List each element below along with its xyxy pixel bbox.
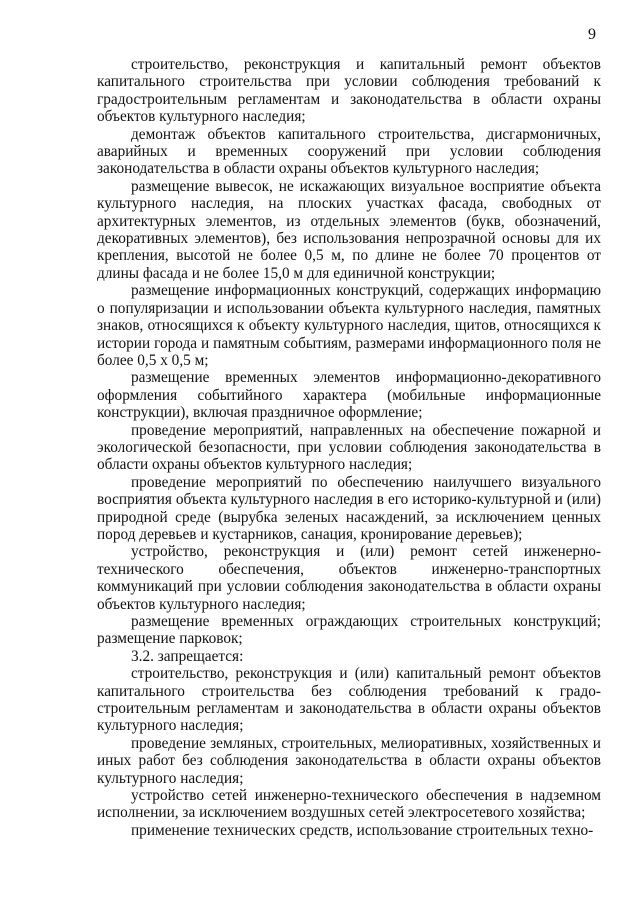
paragraph-11: строительство, реконструкция и (или) капитальный ремонт объектов капитального строительства без соблюдения требований к градостроительным регламентам и законодательства в области охраны объектов культурного наследия; <box>97 665 601 735</box>
paragraph-4: размещение информационных конструкций, содержащих информацию о популяризации и использовании объекта культурного наследия, памятных знаков, относящихся к объекту культурного наследия, щитов, относящихся к истории города и памятным событиям, размерами информационного поля не более 0,5 х 0,5 м; <box>97 282 601 369</box>
paragraph-2: демонтаж объектов капитального строительства, дисгармоничных, аварийных и временных сооружений при условии соблюдения законодательства в области охраны объектов культурного наследия; <box>97 125 601 178</box>
paragraph-14: применение технических средств, использование строительных техно- <box>131 821 594 839</box>
document-body <box>97 56 601 839</box>
paragraph-13: устройство сетей инженерно-технического обеспечения в надземном исполнении, за исключением воздушных сетей электросетевого хозяйства; <box>97 787 601 822</box>
paragraph-8: устройство, реконструкция и (или) ремонт сетей инженерно-технического обеспечения, объектов инженерно-транспортных коммуникаций при условии соблюдения законодательства в области охраны объектов культурного наследия; <box>97 543 601 613</box>
page-number: 9 <box>588 26 596 43</box>
paragraph-3: размещение вывесок, не искажающих визуальное восприятие объекта культурного наследия, на плоских участках фасада, свободных от архитектурных элементов, из отдельных элементов (букв, обозначений, декоративных элементов), без использования непрозрачной основы для их крепления, высотой не более 0,5 м, по длине не более 70 процентов от длины фасада и не более 15,0 м для единичной конструкции; <box>97 177 601 282</box>
paragraph-1: строительство, реконструкция и капитальный ремонт объектов капитального строительства при условии соблюдения требований к градостроительным регламентам и законодательства в области охраны объектов культурного наследия; <box>97 56 601 126</box>
paragraph-7: проведение мероприятий по обеспечению наилучшего визуального восприятия объекта культурного наследия в его историко-культурной и (или) природной среде (вырубка зеленых насаждений, за исключением ценных пород деревьев и кустарников, санация, кронирование деревьев); <box>97 473 601 543</box>
paragraph-12: проведение земляных, строительных, мелиоративных, хозяйственных и иных работ без соблюдения законодательства в области охраны объектов культурного наследия; <box>97 734 601 787</box>
paragraph-6: проведение мероприятий, направленных на обеспечение пожарной и экологической безопасности, при условии соблюдения законодательства в области охраны объектов культурного наследия; <box>97 421 601 474</box>
paragraph-5: размещение временных элементов информационно-декоративного оформления событийного характера (мобильные информационные конструкции), включая праздничное оформление; <box>97 369 601 422</box>
section-heading-3-2: 3.2. запрещается: <box>131 647 244 665</box>
paragraph-9: размещение временных ограждающих строительных конструкций; размещение парковок; <box>97 613 601 648</box>
